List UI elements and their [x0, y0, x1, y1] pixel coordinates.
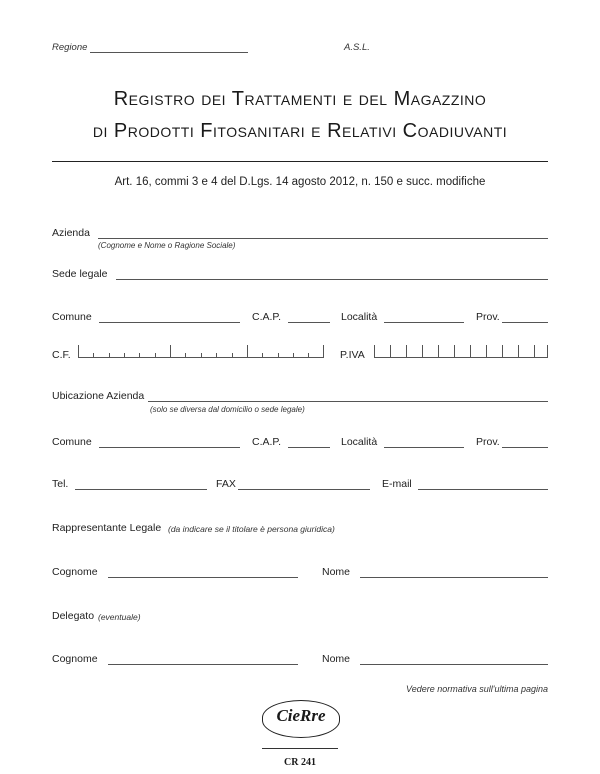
fax-field[interactable]	[238, 489, 370, 490]
comune-label-2: Comune	[52, 436, 92, 448]
localita-label-1: Località	[341, 311, 378, 323]
cf-label: C.F.	[52, 349, 71, 361]
logo-text: CieRre	[276, 706, 326, 725]
delegato-nome-label: Nome	[322, 653, 351, 665]
azienda-label: Azienda	[52, 227, 90, 239]
rappresentante-nome-field[interactable]	[360, 577, 548, 578]
cierre-logo	[262, 700, 340, 738]
regione-field[interactable]	[90, 52, 248, 53]
comune-label-1: Comune	[52, 311, 92, 323]
ubicazione-label: Ubicazione Azienda	[52, 390, 145, 402]
localita-field-1[interactable]	[384, 322, 464, 323]
prov-field-2[interactable]	[502, 447, 548, 448]
delegato-label: Delegato	[52, 610, 95, 622]
cap-label-2: C.A.P.	[252, 436, 281, 448]
rappresentante-label: Rappresentante Legale	[52, 522, 162, 534]
product-code: CR 241	[284, 757, 316, 768]
ubicazione-note: (solo se diversa dal domicilio o sede legale)	[150, 405, 305, 414]
regione-label: Regione	[52, 42, 88, 53]
asl-label: A.S.L.	[344, 42, 370, 53]
localita-label-2: Località	[341, 436, 378, 448]
prov-field-1[interactable]	[502, 322, 548, 323]
cf-field[interactable]	[78, 345, 324, 358]
localita-field-2[interactable]	[384, 447, 464, 448]
footer-divider	[262, 748, 338, 749]
comune-field-1[interactable]	[99, 322, 240, 323]
email-field[interactable]	[418, 489, 548, 490]
tel-field[interactable]	[75, 489, 207, 490]
azienda-note: (Cognome e Nome o Ragione Sociale)	[98, 241, 236, 250]
rappresentante-cognome-field[interactable]	[108, 577, 298, 578]
tel-label: Tel.	[52, 478, 69, 490]
footer-note: Vedere normativa sull'ultima pagina	[406, 684, 548, 694]
cap-field-1[interactable]	[288, 322, 330, 323]
ubicazione-field[interactable]	[148, 401, 548, 402]
fax-label: FAX	[216, 478, 236, 490]
rappresentante-cognome-label: Cognome	[52, 566, 98, 578]
title-divider	[52, 161, 548, 162]
piva-label: P.IVA	[340, 349, 365, 361]
azienda-field[interactable]	[98, 238, 548, 239]
delegato-cognome-field[interactable]	[108, 664, 298, 665]
cap-field-2[interactable]	[288, 447, 330, 448]
rappresentante-nome-label: Nome	[322, 566, 351, 578]
piva-field[interactable]	[374, 345, 548, 358]
subtitle: Art. 16, commi 3 e 4 del D.Lgs. 14 agosto 2012, n. 150 e succ. modifiche	[114, 176, 486, 188]
prov-label-1: Prov.	[476, 311, 500, 323]
cap-label-1: C.A.P.	[252, 311, 281, 323]
title-line-2: di Prodotti Fitosanitari e Relativi Coadiuvanti	[92, 120, 508, 142]
sede-legale-field[interactable]	[116, 279, 548, 280]
sede-legale-label: Sede legale	[52, 268, 108, 280]
title-line-1: Registro dei Trattamenti e del Magazzino	[113, 88, 487, 110]
delegato-nome-field[interactable]	[360, 664, 548, 665]
comune-field-2[interactable]	[99, 447, 240, 448]
prov-label-2: Prov.	[476, 436, 500, 448]
delegato-cognome-label: Cognome	[52, 653, 98, 665]
email-label: E-mail	[382, 478, 412, 490]
rappresentante-note: (da indicare se il titolare è persona giuridica)	[168, 524, 335, 534]
delegato-note: (eventuale)	[98, 612, 141, 622]
